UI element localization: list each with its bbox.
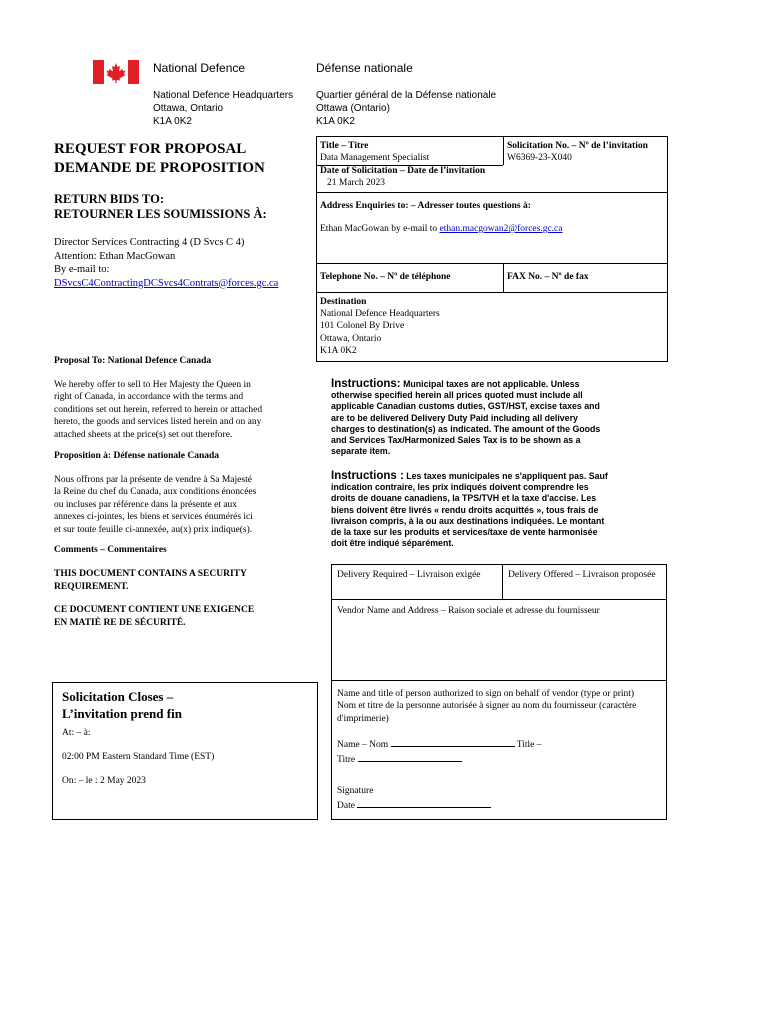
instructions-fr [331,471,608,549]
closes-heading-en: Solicitation Closes – [62,689,174,704]
instructions-line: are to be delivered Delivery Duty Paid including all delivery [331,412,578,423]
destination-label: Destination [320,297,367,307]
instructions-line: separate item. [331,446,391,457]
instructions-fr-label: Instructions : [331,470,404,482]
name-title-fields [337,737,542,767]
instructions-line: charges to destination(s) as indicated. The amount of the Goods [331,423,601,434]
enquiries-contact [320,224,562,234]
closes-heading-fr: L’invitation prend fin [62,706,182,721]
address-line: National Defence Headquarters [153,90,294,101]
text-line: Name and title of person authorized to sign on behalf of vendor (type or print) [337,689,635,699]
destination-line: Ottawa, Ontario [320,333,382,344]
solicitation-number-label: Solicitation No. – Nº de l’invitation [507,141,648,151]
solicitation-number-value: W6369-23-X040 [507,153,572,163]
text-line: conditions set out herein, referred to herein or attached [54,404,263,415]
text-line: la Reine du chef du Canada, aux conditions énoncées [54,487,257,498]
text-line: THIS DOCUMENT CONTAINS A SECURITY [54,569,247,579]
hq-address-fr [316,89,496,128]
title-label: Title – [516,740,542,750]
telephone-label: Telephone No. – Nº de téléphone [320,272,451,282]
text-line: d'imprimerie) [337,713,389,724]
address-line: Ottawa, Ontario [153,103,224,114]
instructions-en-label: Instructions: [331,378,401,390]
security-notice-en [54,568,247,593]
dept-name-fr: Défense nationale [316,61,413,75]
text-line: Nom et titre de la personne autorisée à signer au nom du fournisseur (caractère [337,701,637,712]
return-address-line: By e-mail to: [54,264,110,275]
closes-time: 02:00 PM Eastern Standard Time (EST) [62,752,215,762]
proposal-text-en [54,379,262,441]
signature-date-fields [337,785,491,813]
solicitation-date-label: Date of Solicitation – Date de l’invitation [320,166,486,176]
enquiries-text: Ethan MacGowan by e-mail to [320,224,438,234]
instructions-line: biens doivent être livrés « rendu droits acquittés », tous frais de [331,504,599,515]
instructions-line: Municipal taxes are not applicable. Unless [400,379,580,389]
vendor-name-address-box[interactable] [331,599,667,681]
closes-date: On: – le : 2 May 2023 [62,776,146,786]
divider [503,264,504,292]
date-label: Date [337,801,355,811]
return-address-line: Attention: Ethan MacGowan [54,250,176,262]
delivery-box [331,564,667,600]
text-line: We hereby offer to sell to Her Majesty the Queen in [54,380,251,390]
maple-leaf-icon [93,60,139,84]
instructions-line: de la taxe sur les produits et services/taxe de vente harmonisée [331,527,598,538]
solicitation-date-field [320,165,485,189]
return-bids-fr: RETOURNER LES SOUMISSIONS À: [54,207,267,221]
return-email-link[interactable]: DSvcsC4ContractingDCSvcs4Contrats@forces.gc.ca [54,277,279,289]
return-address [54,236,278,290]
enquiries-email-link[interactable]: ethan.macgowan2@forces.gc.ca [439,224,563,234]
title-fr: DEMANDE DE PROPOSITION [54,160,265,176]
solicitation-closes-box [52,682,318,820]
text-line: ou incluses par référence dans la présente et aux [54,499,238,510]
delivery-required-field[interactable]: Delivery Required – Livraison exigée [337,570,481,580]
hq-address-en [153,89,293,128]
address-line: Ottawa (Ontario) [316,103,390,114]
authorized-signer-box [331,680,667,820]
security-notice-fr [54,604,254,629]
title-field [320,140,429,164]
destination-line: K1A 0K2 [320,345,357,356]
text-line: annexes ci-jointes, les biens et services énumérés ici [54,512,253,523]
instructions-line: doit être indiqué séparément. [331,538,454,549]
canada-flag-logo [93,60,139,84]
solicitation-date-value: 21 March 2023 [327,178,386,188]
signature-label: Signature [337,786,374,796]
proposition-heading: Proposition à: Défense nationale Canada [54,451,220,461]
return-bids-heading [54,192,267,222]
dept-name-en: National Defence [153,61,246,75]
solicitation-number-field [507,140,648,164]
telephone-fax-box [316,263,668,293]
enquiries-label: Address Enquiries to: – Adresser toutes questions à: [320,201,531,211]
comments-heading: Comments – Commentaires [54,545,167,555]
instructions-line: indication contraire, les prix indiqués doivent comprendre les [331,482,589,493]
address-line: Quartier général de la Défense nationale [316,90,497,101]
authorized-signer-label [337,688,636,725]
vendor-name-address-label: Vendor Name and Address – Raison sociale et adresse du fournisseur [337,606,600,616]
instructions-line: applicable Canadian customs duties, GST/HST, excise taxes and [331,401,600,412]
enquiries-box [316,192,668,264]
proposal-text-fr [54,474,256,536]
divider [503,137,504,165]
title-label: Title – Titre [320,141,369,151]
instructions-line: droits de douane canadiens, la TPS/TVH et la taxe d'accise. Les [331,493,597,504]
text-line: attached sheets at the price(s) set out therefore. [54,429,233,440]
divider [502,565,503,599]
address-line: K1A 0K2 [153,116,192,127]
destination-line: National Defence Headquarters [320,309,440,320]
name-input-line[interactable] [391,737,515,747]
destination-box [316,292,668,362]
text-line: EN MATIÈ RE DE SÉCURITÉ. [54,617,186,628]
return-bids-en: RETURN BIDS TO: [54,192,164,206]
proposal-to-heading: Proposal To: National Defence Canada [54,356,212,366]
delivery-offered-field[interactable]: Delivery Offered – Livraison proposée [508,570,656,580]
closes-at-label: At: – à: [62,728,91,738]
text-line: Nous offrons par la présente de vendre à Sa Majesté [54,475,252,485]
destination-line: 101 Colonel By Drive [320,321,405,332]
text-line: right of Canada, in accordance with the terms and [54,392,244,403]
document-title [54,140,265,178]
instructions-en [331,379,600,457]
text-line: hereto, the goods and services listed herein and on any [54,417,262,428]
instructions-line: livraison compris, à la ou aux destinations indiquées. Le montant [331,515,605,526]
text-line: REQUIREMENT. [54,581,129,592]
titre-label: Titre [337,755,356,765]
fax-label: FAX No. – Nº de fax [507,272,589,282]
instructions-line: and Services Tax/Harmonized Sales Tax is to be shown as a [331,435,581,446]
signature-date-input-line[interactable] [357,798,491,808]
closes-heading [62,688,182,722]
return-address-line: Director Services Contracting 4 (D Svcs C 4) [54,237,245,248]
instructions-line: Les taxes municipales ne s'appliquent pas. Sauf [403,471,608,481]
destination-field [320,296,440,357]
instructions-line: otherwise specified herein all prices quoted must include all [331,390,583,401]
text-line: et sur toute feuille ci-annexée, au(x) prix indique(s). [54,524,253,535]
name-label: Name – Nom [337,740,389,750]
title-input-line[interactable] [358,752,462,762]
title-en: REQUEST FOR PROPOSAL [54,141,247,157]
text-line: CE DOCUMENT CONTIENT UNE EXIGENCE [54,605,255,615]
solicitation-info-box [316,136,668,193]
address-line: K1A 0K2 [316,116,355,127]
title-value: Data Management Specialist [320,153,430,163]
